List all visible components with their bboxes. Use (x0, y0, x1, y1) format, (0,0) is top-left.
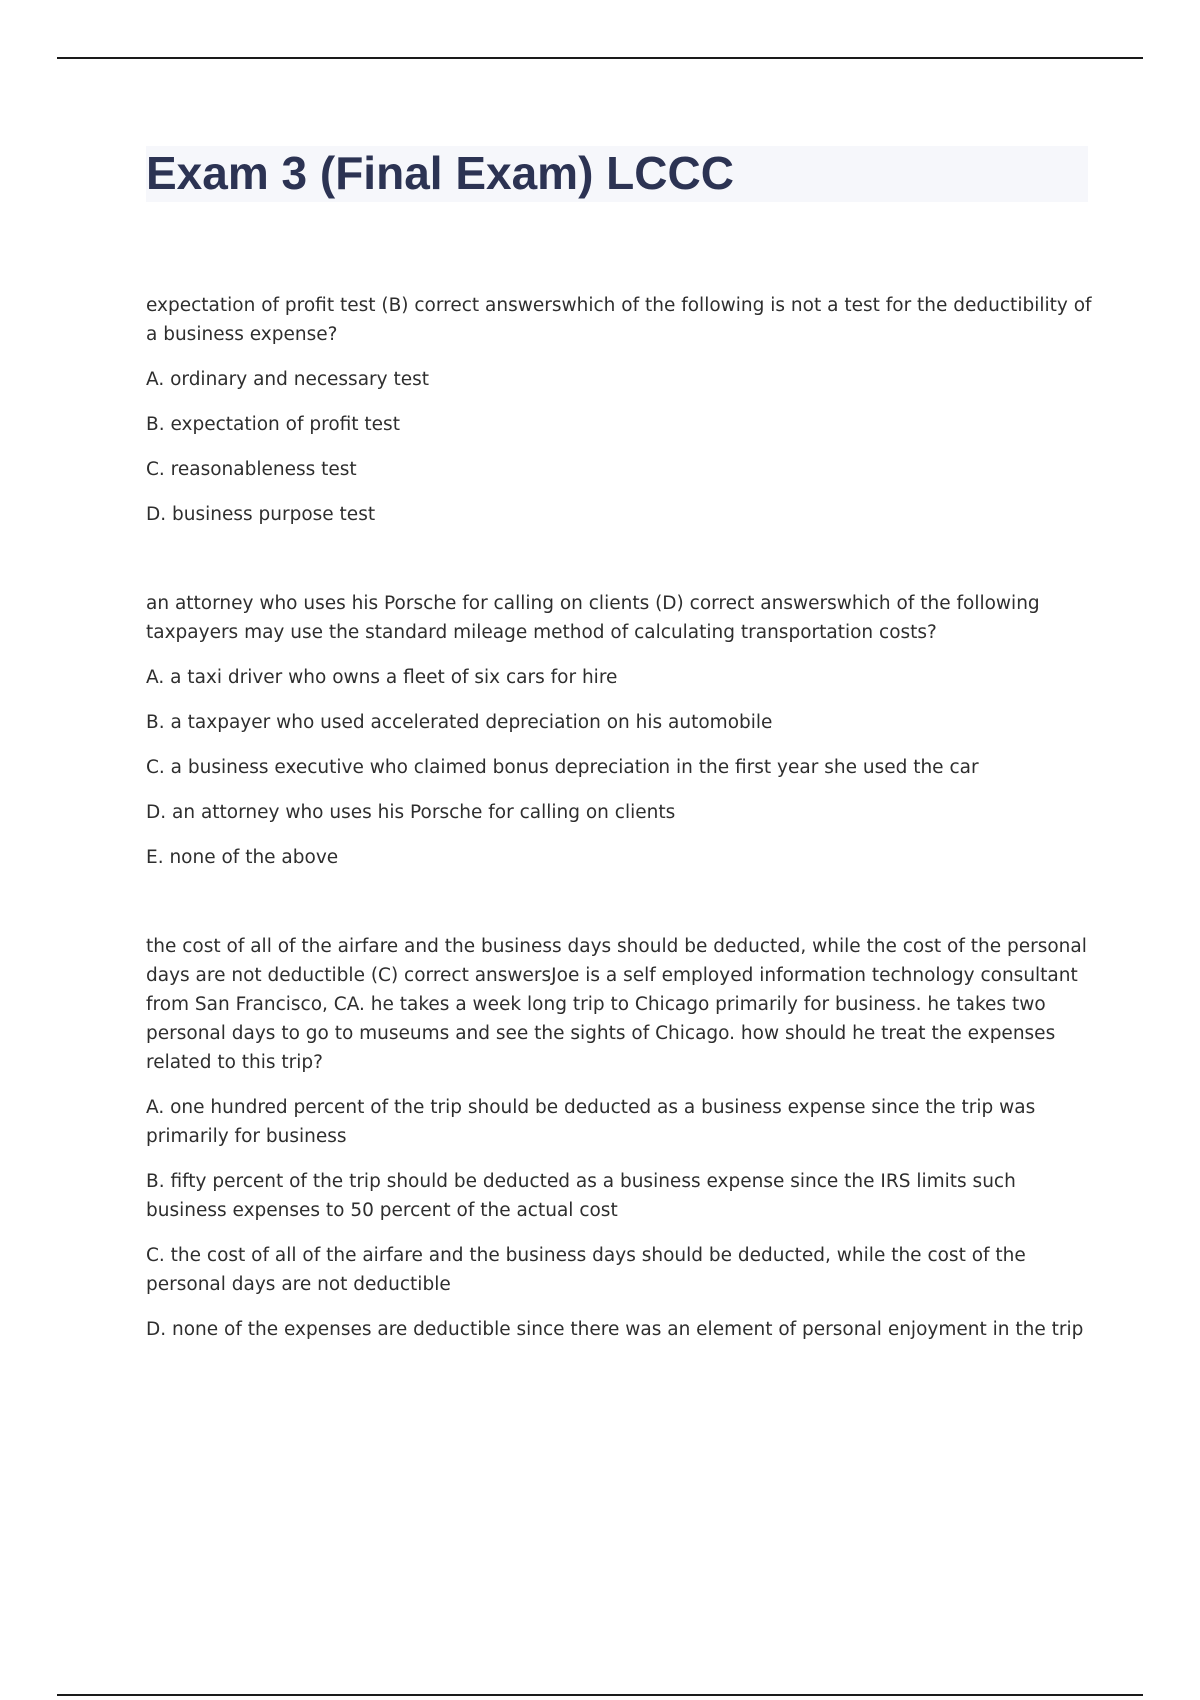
question-block-2 (146, 589, 1092, 872)
bottom-rule (57, 1694, 1143, 1696)
answer-option: D. an attorney who uses his Porsche for calling on clients (146, 802, 676, 823)
top-rule (57, 57, 1143, 59)
answer-option: E. none of the above (146, 847, 339, 868)
answer-option: B. a taxpayer who used accelerated depreciation on his automobile (146, 712, 773, 733)
question-text: an attorney who uses his Porsche for calling on clients (D) correct answerswhich of the following taxpayers may use the standard mileage method of calculating transportation costs? (146, 593, 1040, 643)
document-title: Exam 3 (Final Exam) LCCC (146, 147, 734, 199)
answer-option: C. a business executive who claimed bonus depreciation in the first year she used the car (146, 757, 979, 778)
question-text: the cost of all of the airfare and the business days should be deducted, while the cost of the personal days are not deductible (C) correct answersJoe is a self employed information technology consultant from San Francisco, CA. he takes a week long trip to Chicago primarily for business. he takes two personal days to go to museums and see the sights of Chicago. how should he treat the expenses related to this trip? (146, 936, 1087, 1073)
answer-option: C. reasonableness test (146, 459, 357, 480)
document-body (146, 291, 1092, 1360)
answer-option: B. expectation of profit test (146, 414, 400, 435)
answer-option: A. ordinary and necessary test (146, 369, 429, 390)
answer-option: C. the cost of all of the airfare and the business days should be deducted, while the cost of the personal days are not deductible (146, 1245, 1026, 1295)
answer-option: D. none of the expenses are deductible since there was an element of personal enjoyment in the trip (146, 1319, 1084, 1340)
answer-option: D. business purpose test (146, 504, 376, 525)
answer-option: A. a taxi driver who owns a fleet of six cars for hire (146, 667, 618, 688)
question-block-3 (146, 932, 1092, 1344)
answer-option: B. fifty percent of the trip should be deducted as a business expense since the IRS limits such business expenses to 50 percent of the actual cost (146, 1171, 1016, 1221)
question-text: expectation of profit test (B) correct answerswhich of the following is not a test for the deductibility of a business expense? (146, 295, 1092, 345)
question-block-1 (146, 291, 1092, 529)
answer-option: A. one hundred percent of the trip should be deducted as a business expense since the trip was primarily for business (146, 1097, 1036, 1147)
